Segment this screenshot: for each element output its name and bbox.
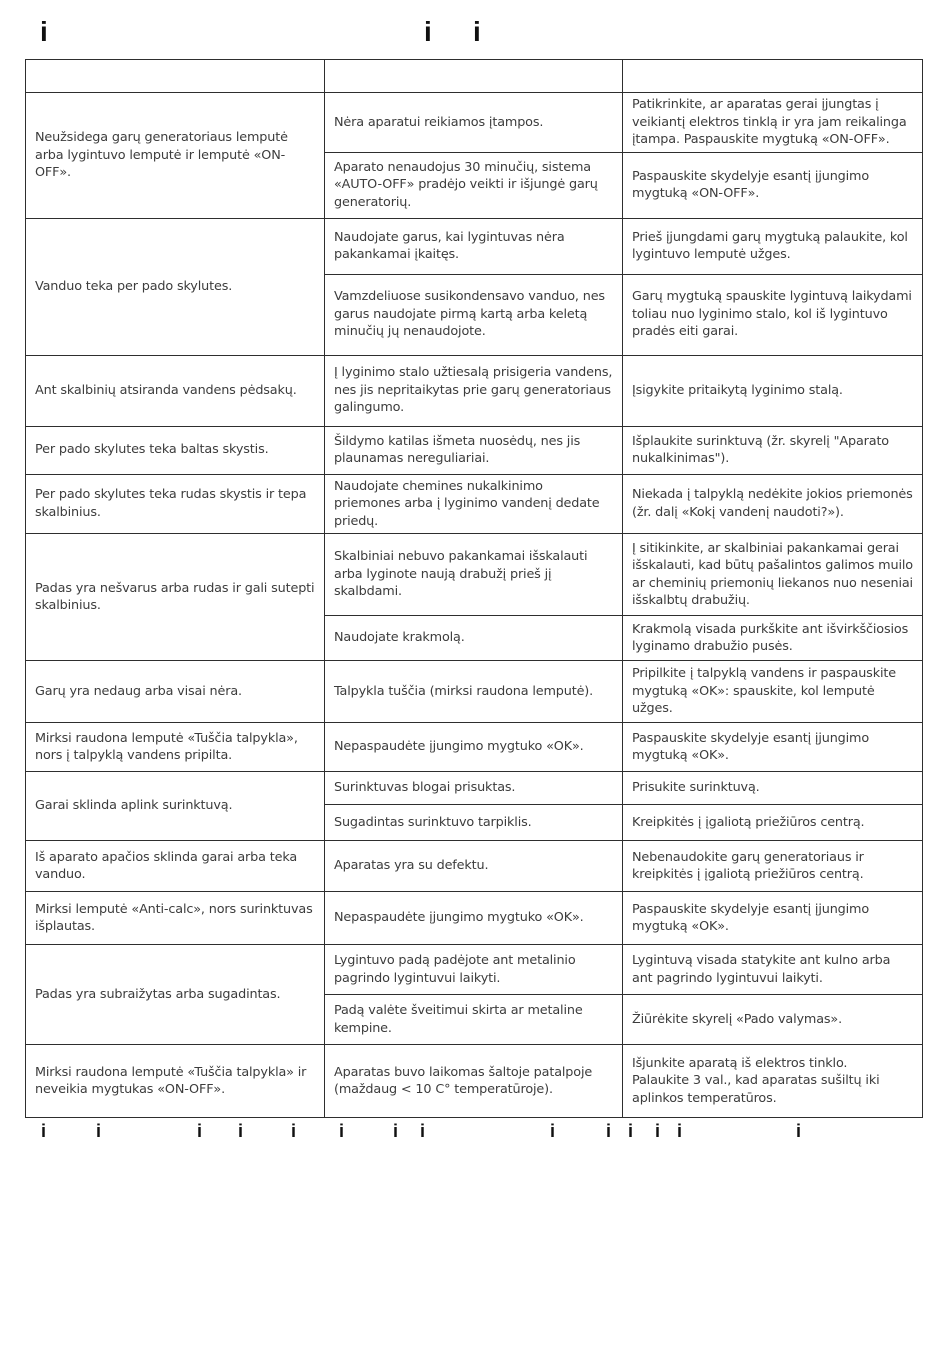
table-row xyxy=(26,841,923,892)
header-mark: i xyxy=(424,16,432,47)
solution-cell: Žiūrėkite skyrelį «Pado valymas». xyxy=(623,995,923,1045)
table-row xyxy=(26,772,923,805)
table-row xyxy=(26,1045,923,1118)
problem-cell: Iš aparato apačios sklinda garai arba teka vanduo. xyxy=(26,841,325,892)
problem-cell: Per pado skylutes teka baltas skystis. xyxy=(26,426,325,474)
solution-cell: Nebenaudokite garų generatoriaus ir kreipkitės į įgaliotą priežiūros centrą. xyxy=(623,841,923,892)
footer-mark: i xyxy=(238,1121,244,1141)
footer-mark: i xyxy=(197,1121,203,1141)
cause-cell: Naudojate krakmolą. xyxy=(325,616,623,661)
cause-cell: Padą valėte šveitimui skirta ar metaline kempine. xyxy=(325,995,623,1045)
footer-mark: i xyxy=(796,1121,802,1141)
table-row xyxy=(26,474,923,534)
problem-cell: Padas yra subraižytas arba sugadintas. xyxy=(26,945,325,1045)
cause-cell: Skalbiniai nebuvo pakankamai išskalauti arba lyginote naują drabužį prieš jį skalbdami. xyxy=(325,534,623,616)
solution-cell: Paspauskite skydelyje esantį įjungimo mygtuką «ON-OFF». xyxy=(623,152,923,218)
cause-cell: Sugadintas surinktuvo tarpiklis. xyxy=(325,805,623,841)
solution-cell: Paspauskite skydelyje esantį įjungimo mygtuką «OK». xyxy=(623,892,923,945)
header-cell-cause xyxy=(325,60,623,93)
footer-mark: i xyxy=(339,1121,345,1141)
footer-mark: i xyxy=(420,1121,426,1141)
solution-cell: Paspauskite skydelyje esantį įjungimo mygtuką «OK». xyxy=(623,723,923,772)
solution-cell: Kreipkitės į įgaliotą priežiūros centrą. xyxy=(623,805,923,841)
table-row xyxy=(26,661,923,723)
footer-mark: i xyxy=(655,1121,661,1141)
cause-cell: Lygintuvo padą padėjote ant metalinio pagrindo lygintuvui laikyti. xyxy=(325,945,623,995)
troubleshooting-table xyxy=(25,59,923,1118)
solution-cell: Išjunkite aparatą iš elektros tinklo. Palaukite 3 val., kad aparatas sušiltų iki aplinkos temperatūros. xyxy=(623,1045,923,1118)
table-row xyxy=(26,723,923,772)
problem-cell: Garų yra nedaug arba visai nėra. xyxy=(26,661,325,723)
solution-cell: Pripilkite į talpyklą vandens ir paspauskite mygtuką «OK»: spauskite, kol lemputė užges. xyxy=(623,661,923,723)
solution-cell: Į sitikinkite, ar skalbiniai pakankamai gerai išskalauti, kad būtų pašalintos galimos muilo ar cheminių priemonių liekanos nuo neseniai išskalbtų drabužių. xyxy=(623,534,923,616)
header-mark: i xyxy=(473,16,481,47)
cause-cell: Naudojate chemines nukalkinimo priemones arba į lyginimo vandenį dedate priedų. xyxy=(325,474,623,534)
table-row xyxy=(26,892,923,945)
problem-cell: Mirksi raudona lemputė «Tuščia talpykla», nors į talpyklą vandens pripilta. xyxy=(26,723,325,772)
solution-cell: Niekada į talpyklą nedėkite jokios priemonės (žr. dalį «Kokį vandenį naudoti?»). xyxy=(623,474,923,534)
solution-cell: Įsigykite pritaikytą lyginimo stalą. xyxy=(623,355,923,426)
cause-cell: Nepaspaudėte įjungimo mygtuko «OK». xyxy=(325,892,623,945)
footer-mark: i xyxy=(628,1121,634,1141)
cause-cell: Aparato nenaudojus 30 minučių, sistema «AUTO-OFF» pradėjo veikti ir išjungė garų generatorių. xyxy=(325,152,623,218)
table-row xyxy=(26,945,923,995)
cause-cell: Šildymo katilas išmeta nuosėdų, nes jis plaunamas nereguliariai. xyxy=(325,426,623,474)
problem-cell: Neužsidega garų generatoriaus lemputė arba lygintuvo lemputė ir lemputė «ON-OFF». xyxy=(26,93,325,219)
solution-cell: Patikrinkite, ar aparatas gerai įjungtas į veikiantį elektros tinklą ir yra jam reikalinga įtampa. Paspauskite mygtuką «ON-OFF». xyxy=(623,93,923,153)
problem-cell: Per pado skylutes teka rudas skystis ir tepa skalbinius. xyxy=(26,474,325,534)
header-cell-solution xyxy=(623,60,923,93)
table-row xyxy=(26,218,923,274)
table-row xyxy=(26,426,923,474)
cause-cell: Naudojate garus, kai lygintuvas nėra pakankamai įkaitęs. xyxy=(325,218,623,274)
header-mark: i xyxy=(40,16,48,47)
table-row xyxy=(26,534,923,616)
cause-cell: Aparatas yra su defektu. xyxy=(325,841,623,892)
table-header-row xyxy=(26,60,923,93)
cause-cell: Nepaspaudėte įjungimo mygtuko «OK». xyxy=(325,723,623,772)
solution-cell: Išplaukite surinktuvą (žr. skyrelį "Aparato nukalkinimas"). xyxy=(623,426,923,474)
cause-cell: Talpykla tuščia (mirksi raudona lemputė). xyxy=(325,661,623,723)
footer-mark: i xyxy=(550,1121,556,1141)
cause-cell: Aparatas buvo laikomas šaltoje patalpoje (maždaug < 10 C° temperatūroje). xyxy=(325,1045,623,1118)
problem-cell: Vanduo teka per pado skylutes. xyxy=(26,218,325,355)
table-row xyxy=(26,355,923,426)
cause-cell: Vamzdeliuose susikondensavo vanduo, nes garus naudojate pirmą kartą arba keletą minučių jų nenaudojote. xyxy=(325,274,623,355)
cause-cell: Į lyginimo stalo užtiesalą prisigeria vandens, nes jis nepritaikytas prie garų generatoriaus galingumo. xyxy=(325,355,623,426)
cause-cell: Surinktuvas blogai prisuktas. xyxy=(325,772,623,805)
footer-mark: i xyxy=(41,1121,47,1141)
problem-cell: Ant skalbinių atsiranda vandens pėdsakų. xyxy=(26,355,325,426)
table-row xyxy=(26,93,923,153)
header-cell-problem xyxy=(26,60,325,93)
footer-mark: i xyxy=(291,1121,297,1141)
cause-cell: Nėra aparatui reikiamos įtampos. xyxy=(325,93,623,153)
solution-cell: Lygintuvą visada statykite ant kulno arba ant pagrindo lygintuvui laikyti. xyxy=(623,945,923,995)
problem-cell: Mirksi raudona lemputė «Tuščia talpykla» ir neveikia mygtukas «ON-OFF». xyxy=(26,1045,325,1118)
solution-cell: Krakmolą visada purkškite ant išvirkščiosios lyginamo drabužio pusės. xyxy=(623,616,923,661)
footer-mark: i xyxy=(677,1121,683,1141)
problem-cell: Garai sklinda aplink surinktuvą. xyxy=(26,772,325,841)
solution-cell: Garų mygtuką spauskite lygintuvą laikydami toliau nuo lyginimo stalo, kol iš lygintuvo pradės eiti garai. xyxy=(623,274,923,355)
solution-cell: Prieš įjungdami garų mygtuką palaukite, kol lygintuvo lemputė užges. xyxy=(623,218,923,274)
footer-mark: i xyxy=(393,1121,399,1141)
problem-cell: Padas yra nešvarus arba rudas ir gali sutepti skalbinius. xyxy=(26,534,325,661)
footer-mark: i xyxy=(96,1121,102,1141)
problem-cell: Mirksi lemputė «Anti-calc», nors surinktuvas išplautas. xyxy=(26,892,325,945)
footer-mark: i xyxy=(606,1121,612,1141)
solution-cell: Prisukite surinktuvą. xyxy=(623,772,923,805)
